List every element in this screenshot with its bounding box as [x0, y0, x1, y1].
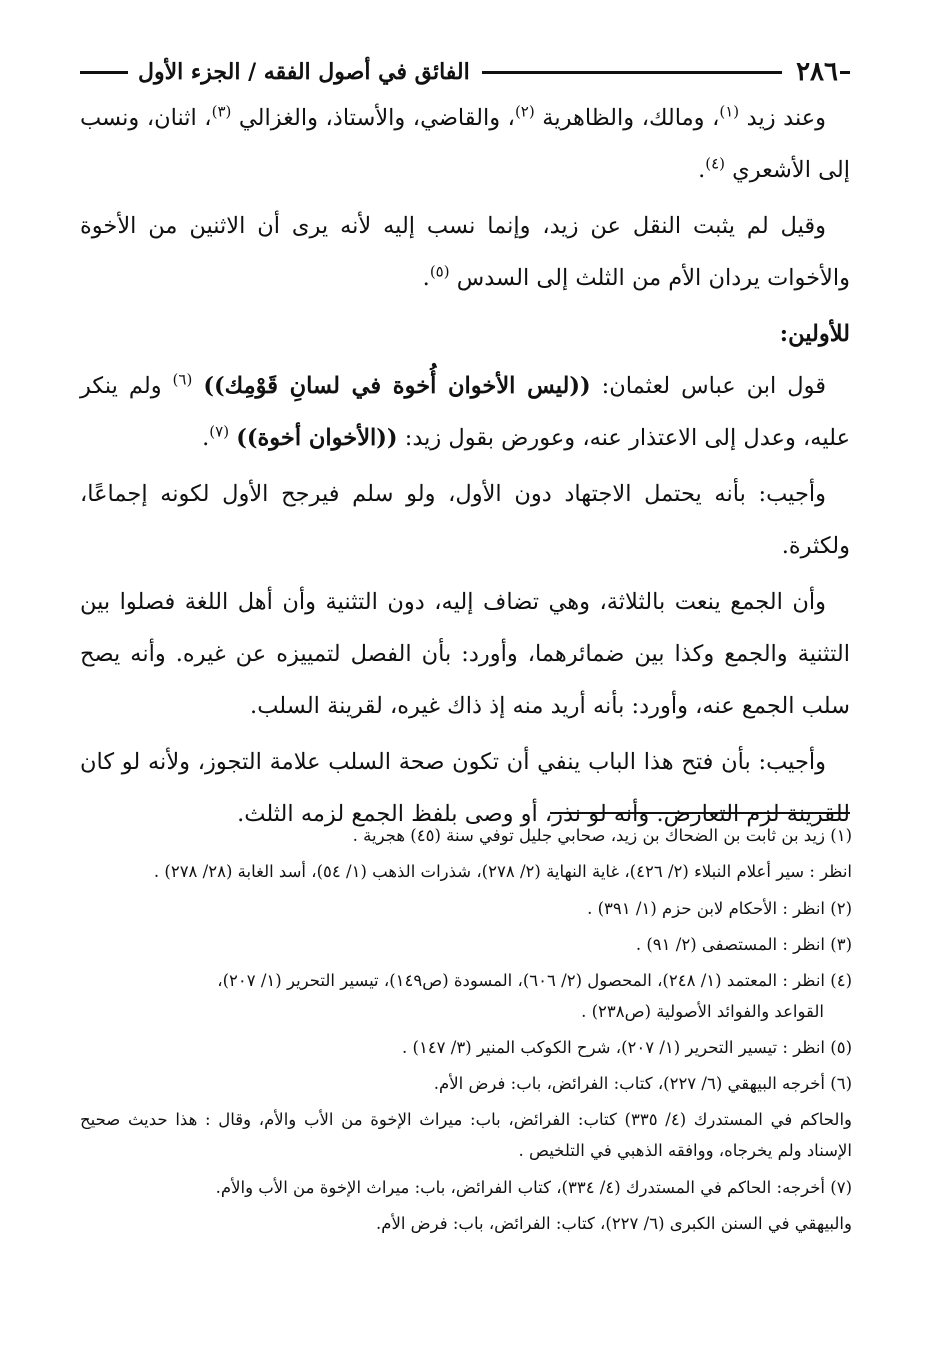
footnote-ref-7: (٧) [209, 422, 230, 441]
header-rule-right [840, 71, 850, 74]
running-header [80, 52, 850, 92]
p1-text-d: ، اثنان، ونسب إلى الأشعري [80, 105, 850, 183]
paragraph-6: وأجيب: بأن فتح هذا الباب ينفي أن تكون صحة السلب علامة التجوز، ولأنه لو كان للقرينة لزم التعارض. وأنه لو نذر، أو وصى بلفظ الجمع لزمه الثلث. [80, 749, 850, 827]
footnote-4-text: (٤) انظر : المعتمد (١/ ٢٤٨)، المحصول (٢/ ٦٠٦)، المسودة (ص١٤٩)، تيسير التحرير (١/ ٢٠٧)، [217, 971, 852, 990]
footnotes [80, 820, 852, 1245]
p1-text-e: . [698, 157, 706, 183]
p3-quote-2: ((الأخوان أخوة)) [236, 425, 398, 451]
footnote-ref-5: (٥) [429, 262, 450, 281]
p3-text-c: . [202, 425, 210, 451]
footnote-1-continuation: انظر : سير أعلام النبلاء (٢/ ٤٢٦)، غاية النهاية (٢/ ٢٧٨)، شذرات الذهب (١/ ٥٤)، أسد الغابة (٢٨/ ٢٧٨) . [153, 862, 852, 881]
paragraph-4: وأجيب: بأنه يحتمل الاجتهاد دون الأول، ولو سلم فيرجح الأول لكونه إجماعًا، ولكثرة. [80, 481, 850, 559]
header-rule-left [80, 71, 128, 74]
section-heading: للأولين: [779, 321, 850, 347]
footnote-4 [80, 965, 852, 1027]
paragraph-1 [80, 92, 850, 196]
footnote-5: (٥) انظر : تيسير التحرير (١/ ٢٠٧)، شرح الكوكب المنير (٣/ ١٤٧) . [402, 1038, 852, 1057]
footnote-ref-3: (٣) [211, 102, 232, 121]
p1-text-b: ، ومالك، والظاهرية [542, 105, 720, 131]
footnote-ref-6: (٦) [172, 370, 193, 389]
p2-text-a: وقيل لم يثبت النقل عن زيد، وإنما نسب إليه لأنه يرى أن الاثنين من الأخوة والأخوات يردان الأم من الثلث إلى السدس [80, 213, 850, 291]
paragraph-2 [80, 200, 850, 304]
p3-text-b: ولم ينكر عليه، وعدل إلى الاعتذار عنه، وعورض بقول زيد: [80, 373, 850, 451]
footnote-6: (٦) أخرجه البيهقي (٦/ ٢٢٧)، كتاب: الفرائض، باب: فرض الأم. [433, 1074, 852, 1093]
footnote-ref-4: (٤) [705, 154, 725, 173]
running-title: الفائق في أصول الفقه / الجزء الأول [138, 59, 470, 85]
footnote-1: (١) زيد بن ثابت بن الضحاك بن زيد، صحابي جليل توفي سنة (٤٥) هجرية . [352, 826, 852, 845]
footnote-2: (٢) انظر : الأحكام لابن حزم (١/ ٣٩١) . [587, 899, 852, 918]
p1-text-c: ، والقاضي، والأستاذ، والغزالي [238, 105, 515, 131]
footnote-7: (٧) أخرجه: الحاكم في المستدرك (٤/ ٣٣٤)، كتاب الفرائض، باب: ميراث الإخوة من الأب والأم. [215, 1178, 852, 1197]
footnote-separator [550, 812, 850, 814]
p3-quote-1: ((ليس الأخوان أُخوة في لسانِ قَوْمِك)) [203, 373, 591, 399]
paragraph-5: وأن الجمع ينعت بالثلاثة، وهي تضاف إليه، دون التثنية وأن أهل اللغة فصلوا بين التثنية والجمع وكذا بين ضمائرهما، وأورد: بأن الفصل لتمييزه عن غيره. وأنه يصح سلب الجمع عنه، وأورد: بأنه أريد منه إذ ذاك غيره، لقرينة السلب. [80, 589, 850, 719]
main-text [80, 92, 850, 844]
footnote-7-continuation: والبيهقي في السنن الكبرى (٦/ ٢٢٧)، كتاب: الفرائض، باب: فرض الأم. [375, 1214, 852, 1233]
footnote-ref-2: (٢) [514, 102, 535, 121]
p1-text-a: وعند زيد [746, 105, 827, 131]
p3-text-a: قول ابن عباس لعثمان: [590, 373, 826, 399]
header-rule-middle [482, 71, 782, 74]
footnote-ref-1: (١) [719, 102, 740, 121]
footnote-3: (٣) انظر : المستصفى (٢/ ٩١) . [635, 935, 852, 954]
p2-text-b: . [422, 265, 430, 291]
page-number: ٢٨٦ [796, 57, 838, 87]
footnote-4-continuation: القواعد والفوائد الأصولية (ص٢٣٨) . [581, 1002, 824, 1021]
paragraph-3 [80, 360, 850, 464]
footnote-6-continuation: والحاكم في المستدرك (٤/ ٣٣٥) كتاب: الفرائض، باب: ميراث الإخوة من الأب والأم، وقال : هذا حديث صحيح الإسناد ولم يخرجاه، ووافقه الذهبي في التلخيص . [80, 1110, 852, 1160]
